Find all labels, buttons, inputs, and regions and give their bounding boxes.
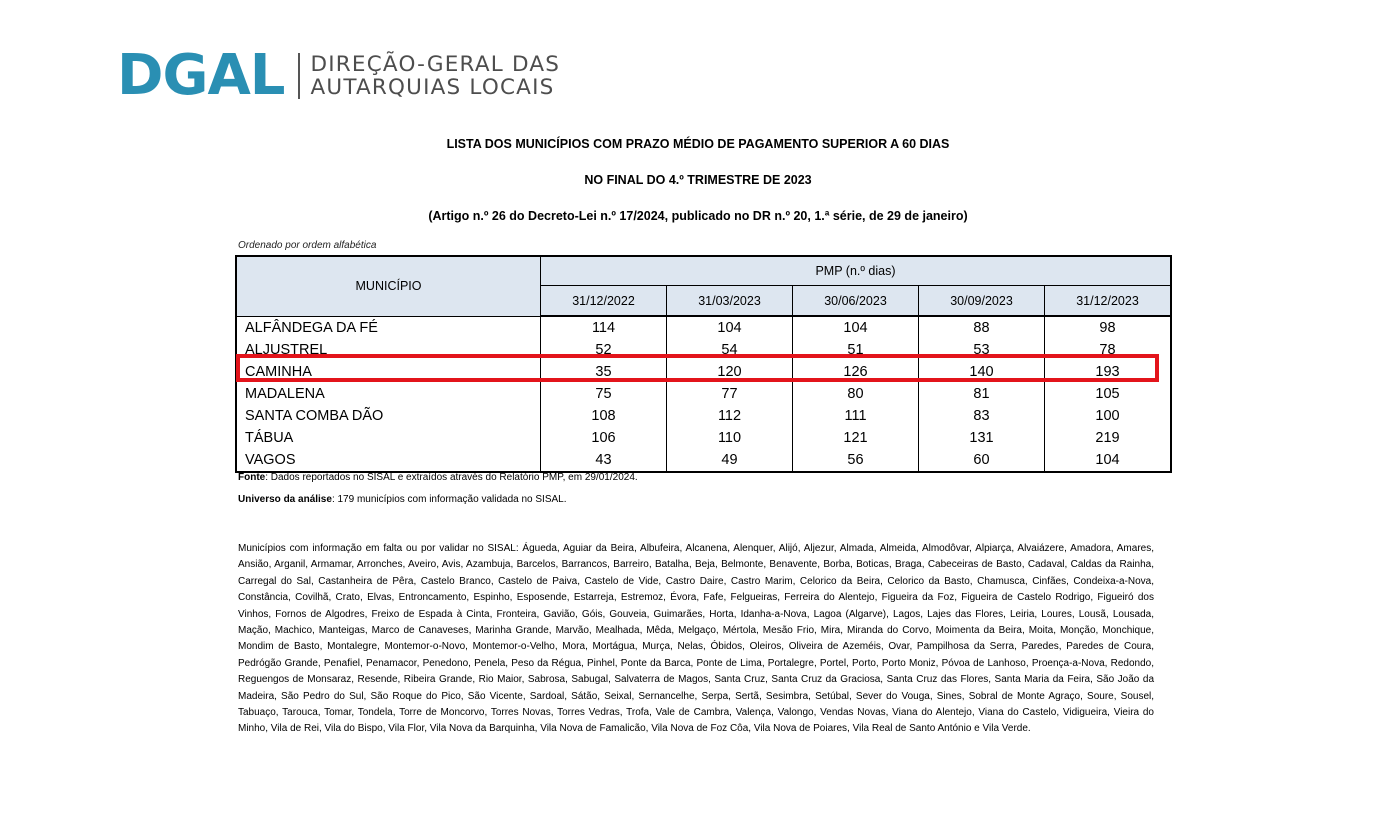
header-date: 30/09/2023 — [919, 286, 1045, 317]
pmp-value: 100 — [1045, 405, 1172, 427]
logo-separator — [298, 53, 300, 99]
pmp-value: 35 — [541, 361, 667, 383]
municipio-name: SANTA COMBA DÃO — [236, 405, 541, 427]
pmp-value: 80 — [793, 383, 919, 405]
source-label: Fonte — [238, 472, 266, 483]
table-row — [236, 383, 1171, 405]
pmp-value: 43 — [541, 449, 667, 472]
pmp-value: 104 — [667, 316, 793, 339]
pmp-value: 108 — [541, 405, 667, 427]
pmp-value: 111 — [793, 405, 919, 427]
pmp-value: 193 — [1045, 361, 1172, 383]
pmp-value: 81 — [919, 383, 1045, 405]
table-row — [236, 427, 1171, 449]
pmp-value: 53 — [919, 339, 1045, 361]
table-row — [236, 449, 1171, 472]
pmp-value: 140 — [919, 361, 1045, 383]
pmp-value: 52 — [541, 339, 667, 361]
header-date: 30/06/2023 — [793, 286, 919, 317]
pmp-value: 77 — [667, 383, 793, 405]
page-title: LISTA DOS MUNICÍPIOS COM PRAZO MÉDIO DE PAGAMENTO SUPERIOR A 60 DIAS — [446, 137, 950, 151]
pmp-value: 114 — [541, 316, 667, 339]
pmp-value: 106 — [541, 427, 667, 449]
pmp-value: 56 — [793, 449, 919, 472]
pmp-value: 110 — [667, 427, 793, 449]
pmp-value: 98 — [1045, 316, 1172, 339]
table-row — [236, 339, 1171, 361]
ordering-note: Ordenado por ordem alfabética — [238, 240, 377, 251]
pmp-value: 112 — [667, 405, 793, 427]
table-row-highlighted — [236, 361, 1171, 383]
pmp-value: 121 — [793, 427, 919, 449]
pmp-value: 49 — [667, 449, 793, 472]
pmp-value: 83 — [919, 405, 1045, 427]
logo-mark: DGAL — [117, 43, 285, 108]
header-date: 31/03/2023 — [667, 286, 793, 317]
logo-line-2: AUTARQUIAS LOCAIS — [310, 75, 555, 100]
universe-label: Universo da análise — [238, 494, 332, 505]
table-row — [236, 405, 1171, 427]
pmp-value: 88 — [919, 316, 1045, 339]
universe-note — [238, 494, 567, 505]
pmp-value: 60 — [919, 449, 1045, 472]
pmp-value: 75 — [541, 383, 667, 405]
legal-reference: (Artigo n.º 26 do Decreto-Lei n.º 17/2024, publicado no DR n.º 20, 1.ª série, de 29 de janeiro) — [428, 209, 968, 223]
pmp-table — [235, 255, 1172, 473]
pmp-value: 51 — [793, 339, 919, 361]
municipio-name: VAGOS — [236, 449, 541, 472]
source-text: : Dados reportados no SISAL e extraídos através do Relatório PMP, em 29/01/2024. — [265, 472, 638, 483]
header-date: 31/12/2022 — [541, 286, 667, 317]
pmp-value: 104 — [793, 316, 919, 339]
missing-municipalities-paragraph: Municípios com informação em falta ou por validar no SISAL: Águeda, Aguiar da Beira, Albufeira, Alcanena, Alenquer, Alijó, Aljezur, Almada, Almeida, Almodôvar, Alpiarça, Alvaiázere, Amadora, Amares, Ansião, Arganil, Armamar, Arronches, Aveiro, Avis, Azambuja, Barcelos, Barrancos, Barreiro, Batalha, Beja, Belmonte, Benavente, Borba, Boticas, Braga, Cabeceiras de Basto, Cadaval, Caldas da Rainha, Carregal do Sal, Castanheira de Pêra, Castelo Branco, Castelo de Paiva, Castelo de Vide, Castro Daire, Castro Marim, Celorico da Beira, Celorico da Basto, Chamusca, Cinfães, Condeixa-a-Nova, Constância, Covilhã, Crato, Elvas, Entroncamento, Espinho, Esposende, Estarreja, Estremoz, Évora, Fafe, Felgueiras, Ferreira do Alentejo, Figueira da Foz, Figueira de Castelo Rodrigo, Figueiró dos Vinhos, Fornos de Algodres, Freixo de Espada à Cinta, Fronteira, Gavião, Góis, Gouveia, Guimarães, Horta, Idanha-a-Nova, Lagoa (Algarve), Lagos, Lajes das Flores, Leiria, Loures, Lousã, Lousada, Mação, Machico, Manteigas, Marco de Canaveses, Marinha Grande, Marvão, Mealhada, Mêda, Melgaço, Mértola, Mesão Frio, Mira, Miranda do Corvo, Moimenta da Beira, Moita, Monção, Monchique, Mondim de Basto, Montalegre, Montemor-o-Novo, Montemor-o-Velho, Mora, Mortágua, Murça, Nelas, Óbidos, Oleiros, Oliveira de Azeméis, Ovar, Pampilhosa da Serra, Paredes, Paredes de Coura, Pedrógão Grande, Penafiel, Penamacor, Penedono, Penela, Peso da Régua, Pinhel, Ponte da Barca, Ponte de Lima, Portalegre, Portel, Porto, Porto Moniz, Póvoa de Lanhoso, Proença-a-Nova, Redondo, Reguengos de Monsaraz, Resende, Ribeira Grande, Rio Maior, Sabrosa, Sabugal, Salvaterra de Magos, Santa Cruz, Santa Cruz da Graciosa, Santa Cruz das Flores, Santa Maria da Feira, São João da Madeira, São Pedro do Sul, São Roque do Pico, São Vicente, Sardoal, Sátão, Seixal, Sernancelhe, Serpa, Sertã, Sesimbra, Setúbal, Sever do Vouga, Sines, Sobral de Monte Agraço, Soure, Sousel, Tabuaço, Tarouca, Tomar, Tondela, Torre de Moncorvo, Torres Novas, Torres Vedras, Trofa, Vale de Cambra, Valença, Valongo, Vendas Novas, Viana do Alentejo, Viana do Castelo, Vidigueira, Vieira do Minho, Vila de Rei, Vila do Bispo, Vila Flor, Vila Nova da Barquinha, Vila Nova de Famalicão, Vila Nova de Foz Côa, Vila Nova de Poiares, Vila Real de Santo António e Vila Verde. — [238, 543, 1154, 735]
municipio-name: TÁBUA — [236, 427, 541, 449]
header-pmp: PMP (n.º dias) — [541, 256, 1172, 286]
pmp-value: 104 — [1045, 449, 1172, 472]
logo-line-1: DIREÇÃO-GERAL DAS — [310, 52, 561, 77]
source-note — [238, 472, 638, 483]
logo-text — [310, 53, 560, 99]
municipio-name: MADALENA — [236, 383, 541, 405]
pmp-value: 126 — [793, 361, 919, 383]
municipio-name: ALJUSTREL — [236, 339, 541, 361]
pmp-value: 219 — [1045, 427, 1172, 449]
pmp-value: 105 — [1045, 383, 1172, 405]
pmp-value: 120 — [667, 361, 793, 383]
table-row — [236, 316, 1171, 339]
header-municipio: MUNICÍPIO — [236, 256, 541, 316]
universe-text: : 179 municípios com informação validada no SISAL. — [331, 494, 567, 505]
pmp-value: 78 — [1045, 339, 1172, 361]
municipio-name: ALFÂNDEGA DA FÉ — [236, 316, 541, 339]
pmp-value: 54 — [667, 339, 793, 361]
pmp-value: 131 — [919, 427, 1045, 449]
page-subtitle: NO FINAL DO 4.º TRIMESTRE DE 2023 — [584, 173, 812, 187]
dgal-logo — [117, 43, 561, 108]
municipio-name: CAMINHA — [236, 361, 541, 383]
header-date: 31/12/2023 — [1045, 286, 1172, 317]
